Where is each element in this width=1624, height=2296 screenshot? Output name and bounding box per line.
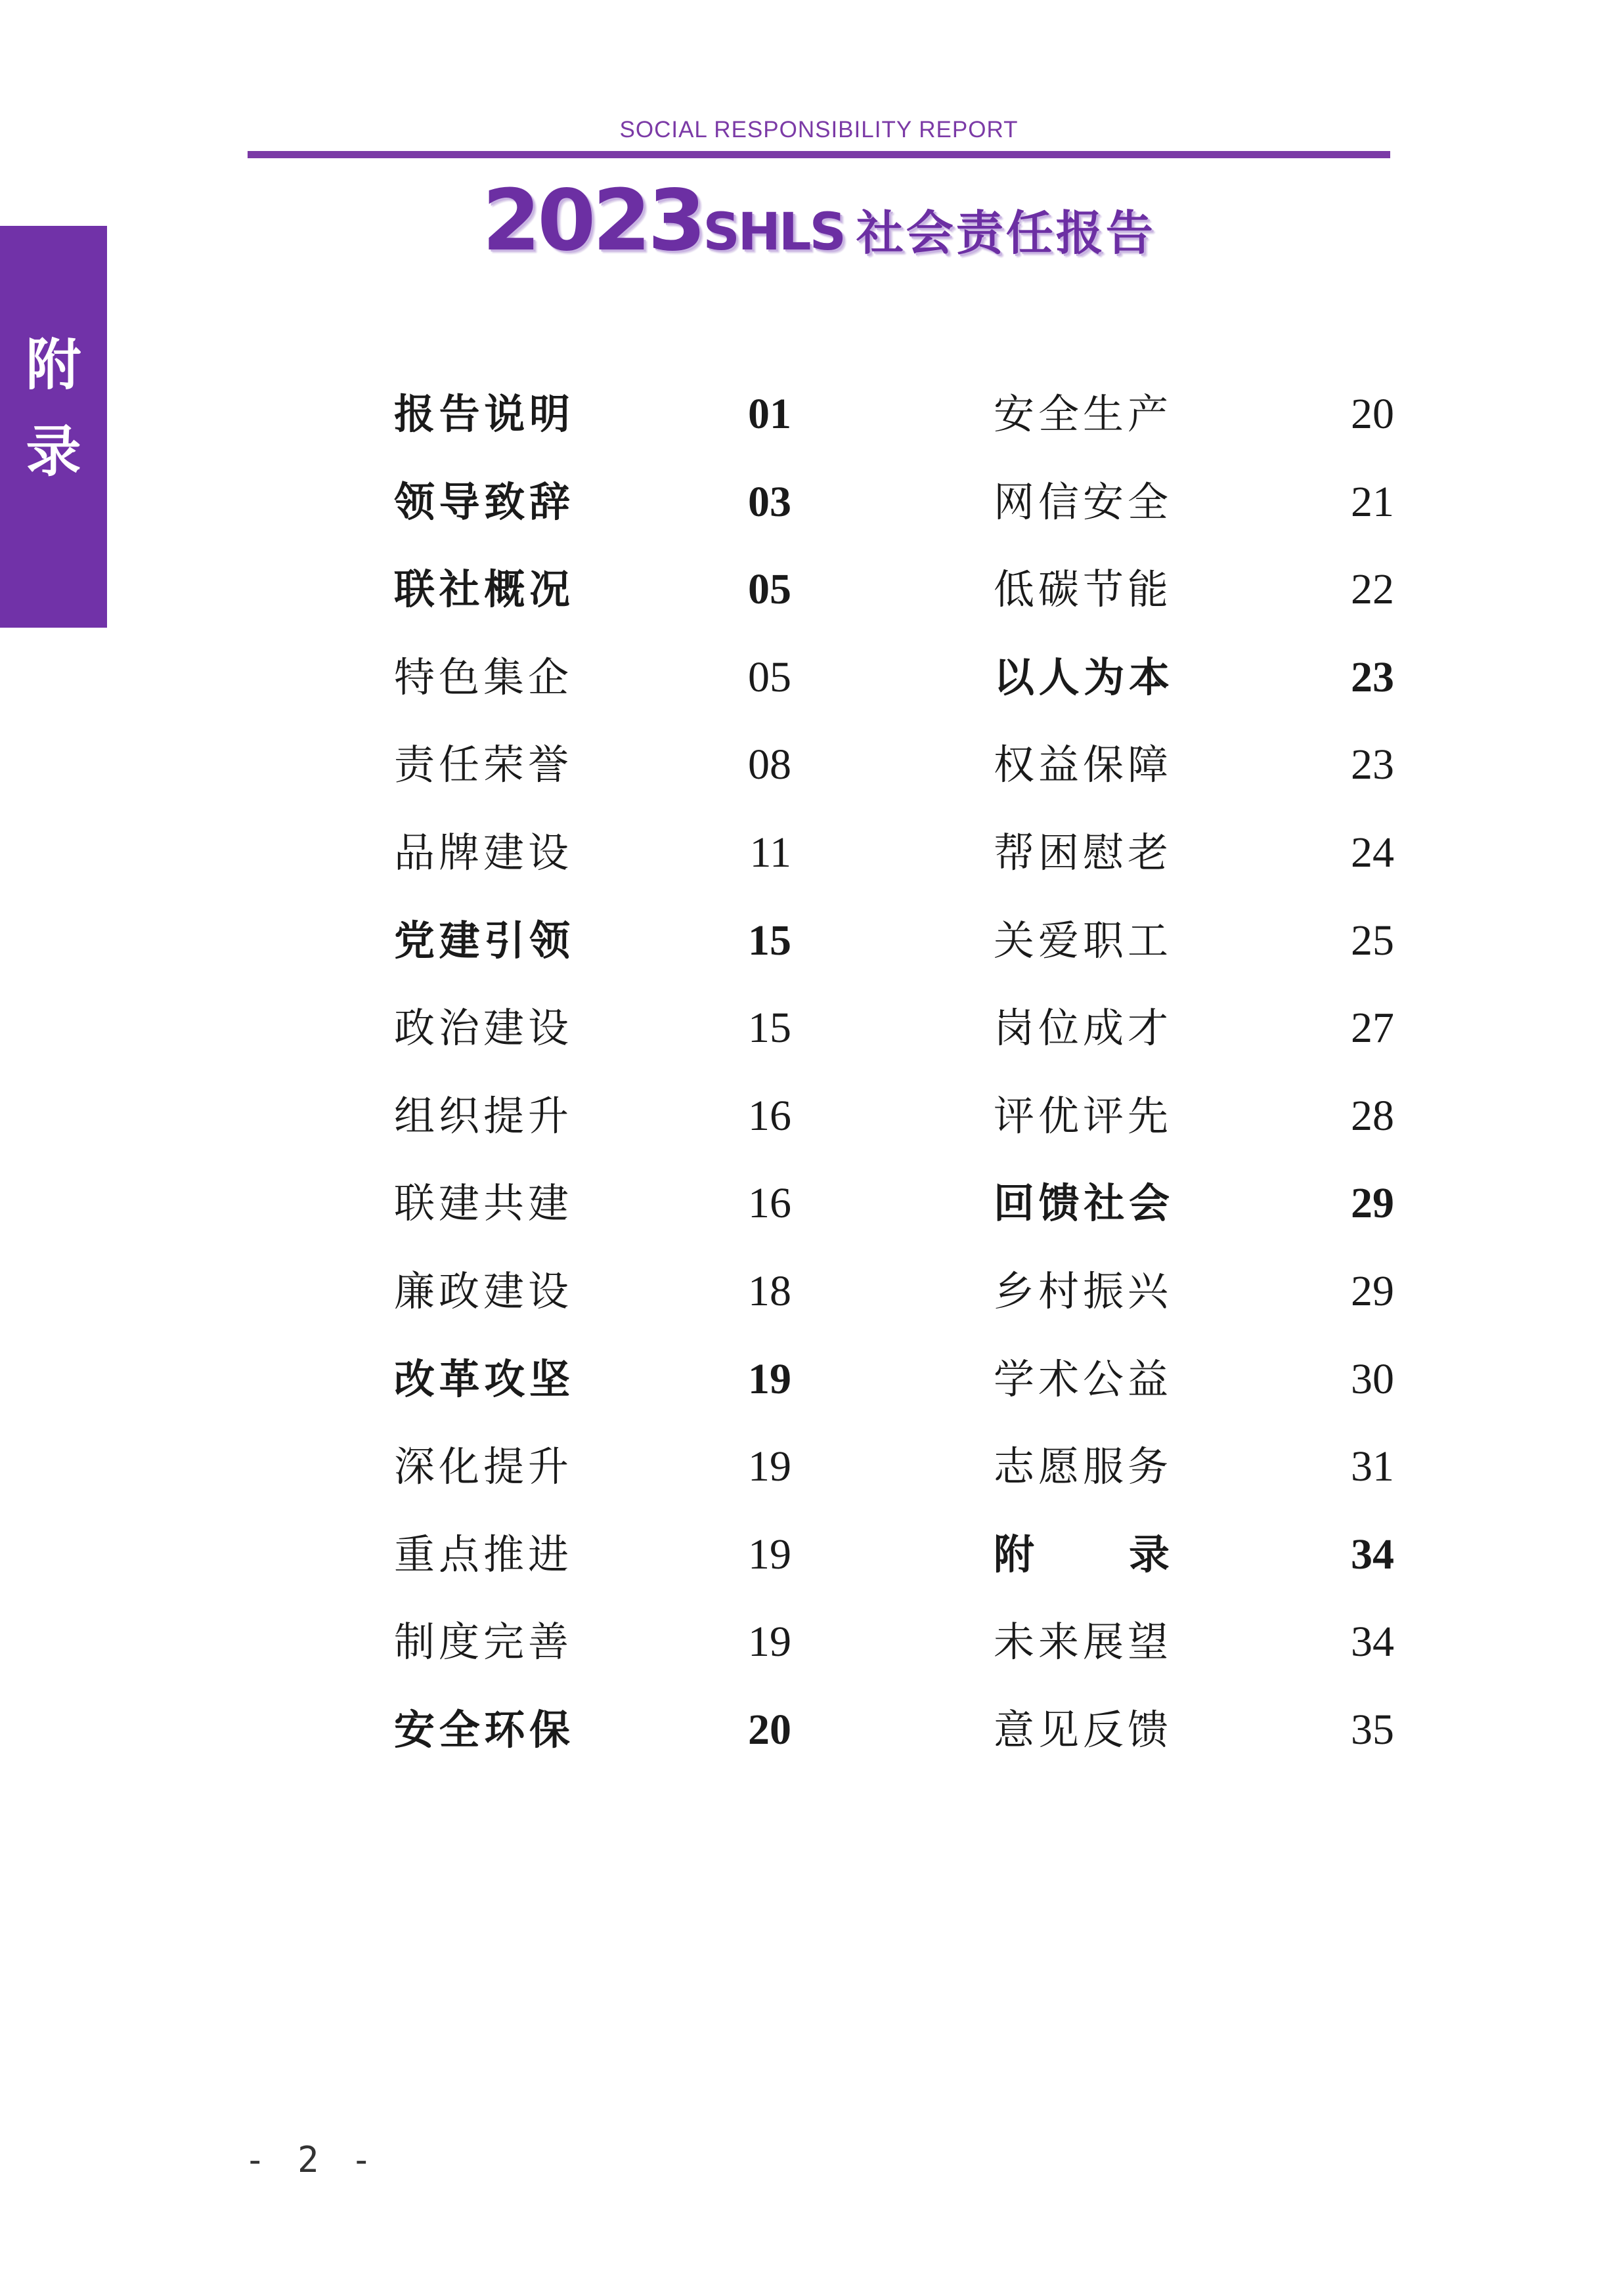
toc-entry-title: 特色集企: [394, 653, 573, 701]
toc-entry[interactable]: [994, 992, 1394, 1064]
toc-entry-page: 34: [1351, 1618, 1394, 1666]
toc-entry[interactable]: [994, 1080, 1394, 1152]
toc-entry-page: 23: [1351, 741, 1394, 789]
toc-entry-page: 01: [748, 390, 791, 438]
toc-entry-title: 深化提升: [394, 1442, 573, 1490]
running-header: SOCIAL RESPONSIBILITY REPORT: [619, 117, 1019, 142]
toc-entry[interactable]: [994, 378, 1394, 450]
toc-entry[interactable]: [994, 1519, 1394, 1591]
toc-entry-title: 低碳节能: [994, 565, 1173, 613]
side-tab-char: 附: [26, 333, 81, 397]
toc-entry-page: 22: [1351, 565, 1394, 613]
toc-entry[interactable]: [994, 641, 1394, 714]
toc-entry-page: 24: [1351, 829, 1394, 877]
toc-entry-page: 23: [1351, 653, 1394, 701]
toc-entry-page: 27: [1351, 1004, 1394, 1052]
toc-entry[interactable]: [394, 1080, 791, 1152]
toc-entry-page: 21: [1351, 478, 1394, 526]
toc-entry[interactable]: [394, 466, 791, 538]
header-rule: [248, 151, 1390, 158]
toc-entry-title: 岗位成才: [994, 1004, 1173, 1052]
toc-entry-title: 权益保障: [994, 741, 1173, 789]
toc-entry[interactable]: [994, 466, 1394, 538]
toc-entry-title: 安全环保: [394, 1706, 571, 1754]
toc-entry-page: 30: [1351, 1355, 1394, 1403]
toc-entry[interactable]: [394, 992, 791, 1064]
toc-entry[interactable]: [394, 1606, 791, 1678]
toc-entry-page: 25: [1351, 917, 1394, 964]
toc-entry[interactable]: [394, 553, 791, 626]
toc-entry[interactable]: [994, 1431, 1394, 1503]
toc-entry-page: 35: [1351, 1706, 1394, 1754]
toc-entry-page: 16: [748, 1179, 791, 1227]
toc-entry[interactable]: [994, 553, 1394, 626]
toc-entry-page: 29: [1351, 1267, 1394, 1315]
toc-entry-title: 廉政建设: [394, 1267, 573, 1315]
toc-entry-page: 34: [1351, 1530, 1394, 1578]
toc-entry-title: 评优评先: [994, 1092, 1173, 1140]
toc-entry-title: 安全生产: [994, 390, 1173, 438]
toc-entry-title: 未来展望: [994, 1618, 1173, 1666]
toc-entry-title: 组织提升: [394, 1092, 573, 1140]
toc-entry-page: 19: [748, 1530, 791, 1578]
toc-entry-title: 志愿服务: [994, 1442, 1173, 1490]
toc-entry[interactable]: [994, 1343, 1394, 1416]
toc-entry-page: 19: [748, 1355, 791, 1403]
toc-entry-page: 31: [1351, 1442, 1394, 1490]
page-number: - 2 -: [244, 2139, 378, 2180]
toc-entry-page: 05: [748, 653, 791, 701]
toc-entry-title: 回馈社会: [994, 1179, 1171, 1227]
toc-entry-title: 联社概况: [394, 565, 571, 613]
toc-entry[interactable]: [994, 905, 1394, 977]
toc-entry[interactable]: [994, 1606, 1394, 1678]
toc-entry-title: 附 录: [994, 1530, 1171, 1578]
toc-entry[interactable]: [394, 729, 791, 801]
toc-entry-title: 品牌建设: [394, 829, 573, 877]
toc-entry[interactable]: [394, 641, 791, 714]
toc-entry[interactable]: [994, 1694, 1394, 1766]
toc-entry[interactable]: [394, 378, 791, 450]
toc-entry-title: 乡村振兴: [994, 1267, 1173, 1315]
toc-entry[interactable]: [394, 905, 791, 977]
toc-entry-title: 责任荣誉: [394, 741, 573, 789]
toc-entry-page: 19: [748, 1618, 791, 1666]
toc-entry-page: 19: [748, 1442, 791, 1490]
toc-entry-title: 网信安全: [994, 478, 1173, 526]
toc-entry[interactable]: [394, 817, 791, 889]
toc-entry-page: 28: [1351, 1092, 1394, 1140]
toc-entry-page: 08: [748, 741, 791, 789]
title-org: SHLS: [703, 203, 845, 262]
toc-entry[interactable]: [394, 1167, 791, 1240]
toc-entry-page: 16: [748, 1092, 791, 1140]
toc-entry-page: 15: [748, 1004, 791, 1052]
toc-entry[interactable]: [394, 1694, 791, 1766]
toc-entry-title: 改革攻坚: [394, 1355, 571, 1403]
toc-entry[interactable]: [394, 1431, 791, 1503]
toc-entry-title: 帮困慰老: [994, 829, 1173, 877]
side-tab-char: 录: [26, 420, 81, 484]
toc-entry-page: 03: [748, 478, 791, 526]
toc-entry[interactable]: [994, 1255, 1394, 1328]
toc-entry-title: 联建共建: [394, 1179, 573, 1227]
toc-entry-page: 05: [748, 565, 791, 613]
toc-entry-page: 20: [1351, 390, 1394, 438]
toc-entry[interactable]: [994, 1167, 1394, 1240]
toc-entry-title: 领导致辞: [394, 478, 571, 526]
title-year: 2023: [482, 172, 703, 270]
toc-entry[interactable]: [394, 1255, 791, 1328]
toc-entry[interactable]: [394, 1343, 791, 1416]
toc-entry-title: 制度完善: [394, 1618, 573, 1666]
toc-entry-title: 意见反馈: [994, 1706, 1173, 1754]
toc-entry[interactable]: [394, 1519, 791, 1591]
toc-entry-page: 20: [748, 1706, 791, 1754]
toc-entry-title: 党建引领: [394, 917, 571, 964]
page-title: [248, 172, 1390, 270]
toc-entry[interactable]: [994, 817, 1394, 889]
toc-entry-page: 18: [748, 1267, 791, 1315]
toc-entry-title: 重点推进: [394, 1530, 573, 1578]
toc-entry-title: 报告说明: [394, 390, 571, 438]
toc-entry-page: 11: [749, 829, 791, 877]
toc-entry-title: 关爱职工: [994, 917, 1173, 964]
toc-entry[interactable]: [994, 729, 1394, 801]
toc-entry-title: 学术公益: [994, 1355, 1173, 1403]
toc-entry-page: 15: [748, 917, 791, 964]
toc-entry-title: 以人为本: [994, 653, 1171, 701]
section-side-tab: [0, 226, 107, 628]
title-text: 社会责任报告: [856, 205, 1156, 261]
toc-entry-page: 29: [1351, 1179, 1394, 1227]
toc-entry-title: 政治建设: [394, 1004, 573, 1052]
